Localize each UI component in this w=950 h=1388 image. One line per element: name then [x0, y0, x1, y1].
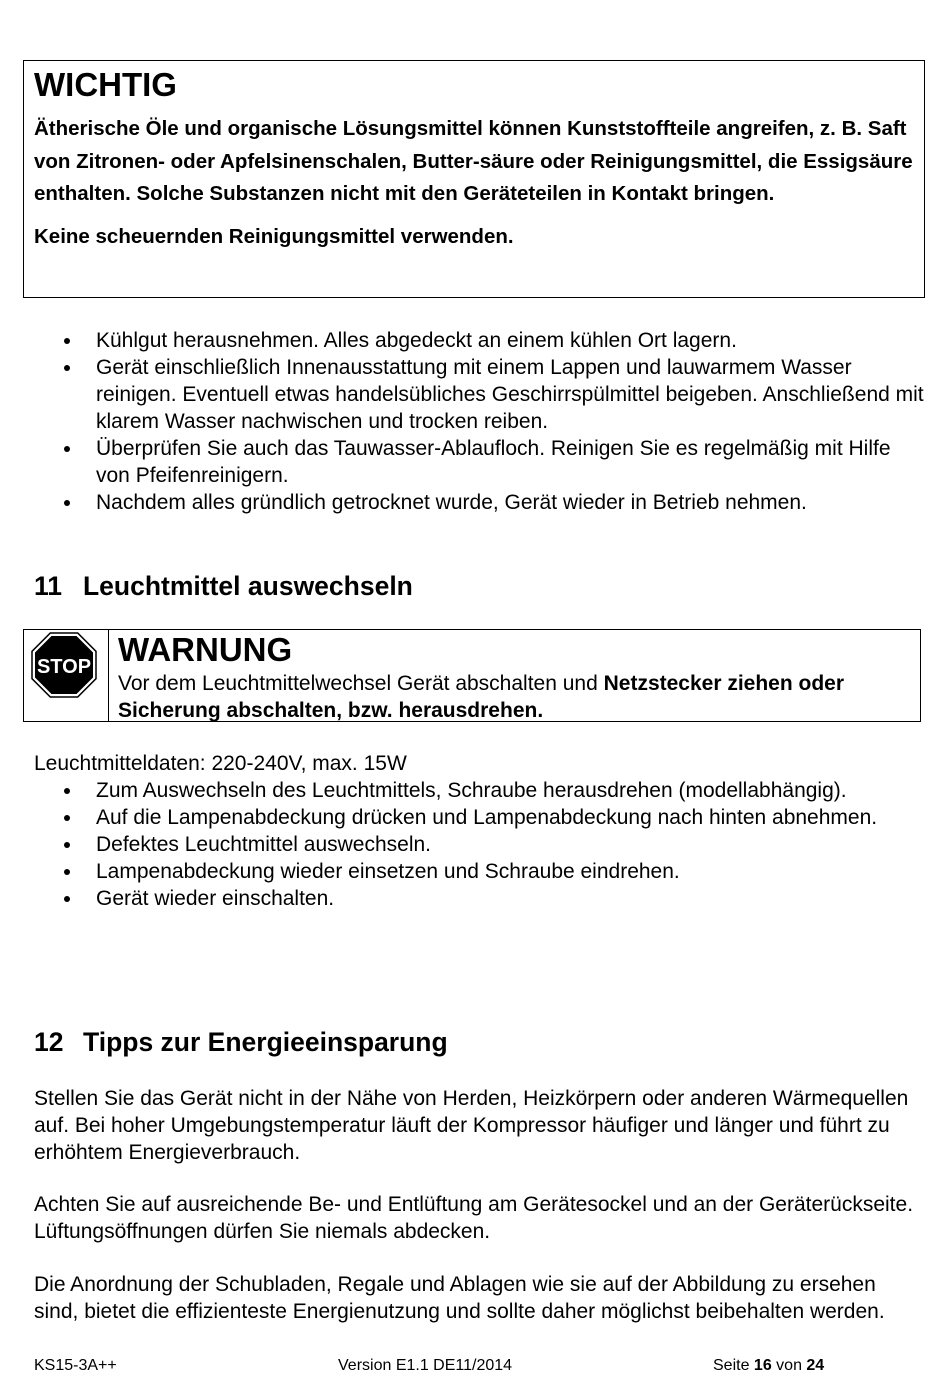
section-heading-12	[34, 1026, 448, 1058]
section-title: Tipps zur Energieeinsparung	[83, 1027, 448, 1057]
page-prefix: Seite	[713, 1357, 754, 1374]
warning-content	[118, 630, 910, 724]
warning-box	[23, 629, 921, 722]
list-item-text: Zum Auswechseln des Leuchtmittels, Schraube herausdrehen (modellabhängig).	[96, 779, 847, 802]
cleaning-steps-list	[0, 327, 950, 516]
list-item-text: Überprüfen Sie auch das Tauwasser-Ablaufloch. Reinigen Sie es regelmäßig mit Hilfe von Pfeifenreinigern.	[96, 437, 891, 487]
bullet-icon	[64, 500, 70, 506]
warning-icon-cell	[24, 630, 109, 721]
energy-paragraph: Stellen Sie das Gerät nicht in der Nähe von Herden, Heizkörpern oder anderen Wärmequellen auf. Bei hoher Umgebungstemperatur läuft der Kompressor häufiger und länger und führt zu erhöhtem Energieverbrauch.	[34, 1087, 909, 1164]
bullet-icon	[64, 842, 70, 848]
list-item	[0, 489, 950, 516]
bullet-icon	[64, 338, 70, 344]
energy-paragraph: Achten Sie auf ausreichende Be- und Entlüftung am Gerätesockel und an der Geräterückseite. Lüftungsöffnungen dürfen Sie niemals abdecken.	[34, 1193, 914, 1243]
bullet-icon	[64, 815, 70, 821]
list-item-text: Kühlgut herausnehmen. Alles abgedeckt an einem kühlen Ort lagern.	[96, 329, 737, 352]
list-item	[0, 858, 950, 885]
list-item-text: Gerät wieder einschalten.	[96, 887, 335, 910]
list-item	[0, 435, 950, 489]
list-item	[0, 885, 950, 912]
bullet-icon	[64, 896, 70, 902]
stop-sign-icon	[31, 632, 97, 698]
warning-text	[118, 670, 910, 724]
bullet-icon	[64, 446, 70, 452]
energy-paragraph: Die Anordnung der Schubladen, Regale und Ablagen wie sie auf der Abbildung zu ersehen sind, bietet die effizienteste Energienutzung und sollte daher möglichst beibehalten werden.	[34, 1273, 885, 1323]
important-notice-box	[23, 60, 925, 298]
lamp-data-text: Leuchtmitteldaten: 220-240V, max. 15W	[34, 752, 407, 775]
list-item-text: Lampenabdeckung wieder einsetzen und Schraube eindrehen.	[96, 860, 680, 883]
list-item-text: Auf die Lampenabdeckung drücken und Lampenabdeckung nach hinten abnehmen.	[96, 806, 878, 829]
footer-page-number	[713, 1356, 824, 1376]
list-item-text: Gerät einschließlich Innenausstattung mit einem Lappen und lauwarmem Wasser reinigen. Eventuell etwas handelsübliches Geschirrspülmittel beigeben. Anschließend mit klarem Wasser nachwischen und trocken reiben.	[96, 356, 924, 433]
list-item	[0, 354, 950, 435]
list-item	[0, 804, 950, 831]
page-current: 16	[753, 1357, 772, 1374]
section-title: Leuchtmittel auswechseln	[83, 571, 413, 601]
stop-sign-label: STOP	[36, 656, 92, 678]
list-item	[0, 831, 950, 858]
section-heading-11	[34, 570, 413, 602]
important-text-abrasive: Keine scheuernden Reinigungsmittel verwenden.	[34, 224, 514, 248]
list-item-text: Defektes Leuchtmittel auswechseln.	[96, 833, 432, 856]
list-item	[0, 777, 950, 804]
warning-text-normal: Vor dem Leuchtmittelwechsel Gerät abschalten und	[118, 672, 604, 695]
lamp-steps-list	[0, 777, 950, 912]
page-sep: von	[771, 1357, 807, 1374]
bullet-icon	[64, 788, 70, 794]
footer-model: KS15-3A++	[34, 1357, 117, 1374]
warning-title: WARNUNG	[118, 631, 293, 668]
list-item-text: Nachdem alles gründlich getrocknet wurde, Gerät wieder in Betrieb nehmen.	[96, 491, 807, 514]
section-number: 12	[34, 1027, 64, 1057]
bullet-icon	[64, 365, 70, 371]
footer-version: Version E1.1 DE11/2014	[338, 1357, 513, 1374]
list-item	[0, 327, 950, 354]
page-total: 24	[806, 1357, 825, 1374]
section-number: 11	[34, 571, 63, 601]
bullet-icon	[64, 869, 70, 875]
important-title: WICHTIG	[34, 66, 177, 103]
important-text: Ätherische Öle und organische Lösungsmittel können Kunststoffteile angreifen, z. B. Saft von Zitronen- oder Apfelsinenschalen, Butter-säure oder Reinigungsmittel, die Essigsäure enthalten. Solche Substanzen nicht mit den Geräteteilen in Kontakt bringen.	[34, 117, 913, 205]
warning-text-bold: Netzstecker ziehen oder Sicherung abschalten, bzw. herausdrehen.	[118, 672, 845, 722]
